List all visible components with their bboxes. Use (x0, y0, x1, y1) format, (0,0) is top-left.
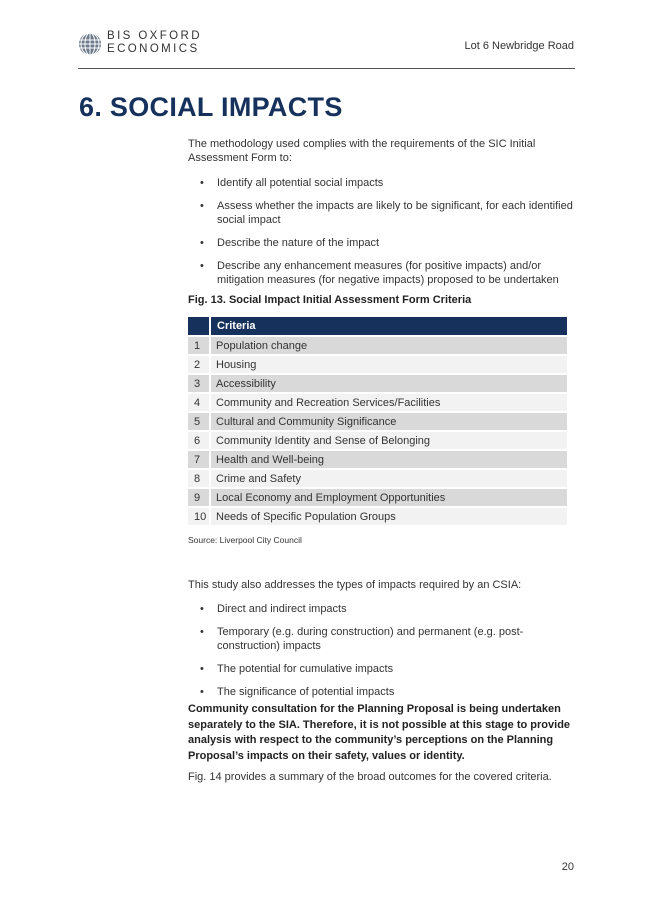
table-row (188, 489, 567, 506)
list-item (188, 625, 576, 653)
bullet-icon: • (200, 260, 204, 272)
row-criteria: Health and Well-being (211, 451, 567, 468)
row-criteria: Community Identity and Sense of Belonging (211, 432, 567, 449)
row-criteria: Cultural and Community Significance (211, 413, 567, 430)
bullet-text: Identify all potential social impacts (217, 177, 384, 189)
bullet-icon: • (200, 663, 204, 675)
table-row (188, 432, 567, 449)
table-row (188, 337, 567, 354)
bullet-icon: • (200, 177, 204, 189)
bullet-icon: • (200, 686, 204, 698)
row-number: 4 (188, 394, 211, 411)
section-title: 6. SOCIAL IMPACTS (79, 92, 343, 122)
consultation-paragraph: Community consultation for the Planning Proposal is being undertaken separately to the SIA. Therefore, it is not possible at this stage to provide analysis with respect to the community’s perceptions on the Planning Proposal’s impacts on their safety, values or identity. (188, 703, 571, 762)
bullet-text: Describe any enhancement measures (for positive impacts) and/or mitigation measures (for negative impacts) proposed to be undertaken (217, 260, 559, 286)
row-criteria: Crime and Safety (211, 470, 567, 487)
list-item (188, 685, 576, 699)
table-row (188, 356, 567, 373)
row-criteria: Local Economy and Employment Opportunities (211, 489, 567, 506)
summary-paragraph: Fig. 14 provides a summary of the broad outcomes for the covered criteria. (188, 771, 552, 783)
globe-icon (78, 32, 102, 56)
row-criteria: Accessibility (211, 375, 567, 392)
page-number: 20 (561, 861, 574, 873)
header-divider (78, 68, 575, 69)
logo-line-2: ECONOMICS (107, 43, 200, 55)
row-number: 10 (188, 508, 211, 525)
table-row (188, 470, 567, 487)
study-bullet-list (188, 602, 576, 708)
figure-source: Source: Liverpool City Council (188, 535, 302, 545)
row-number: 7 (188, 451, 211, 468)
list-item (188, 662, 576, 676)
row-number: 9 (188, 489, 211, 506)
document-title: Lot 6 Newbridge Road (464, 40, 574, 52)
list-item (188, 199, 576, 227)
bullet-icon: • (200, 603, 204, 615)
bullet-icon: • (200, 200, 204, 212)
list-item (188, 259, 576, 287)
bis-oxford-logo (78, 30, 202, 60)
row-criteria: Community and Recreation Services/Facilities (211, 394, 567, 411)
criteria-column-header: Criteria (211, 317, 567, 335)
table-row (188, 394, 567, 411)
intro-bullet-list (188, 176, 576, 296)
list-item (188, 602, 576, 616)
row-number: 8 (188, 470, 211, 487)
list-item (188, 176, 576, 190)
row-number: 2 (188, 356, 211, 373)
row-criteria: Population change (211, 337, 567, 354)
study-paragraph: This study also addresses the types of impacts required by an CSIA: (188, 579, 522, 591)
number-column-header (188, 317, 211, 335)
row-number: 1 (188, 337, 211, 354)
row-number: 3 (188, 375, 211, 392)
table-header-row (188, 317, 567, 335)
row-number: 6 (188, 432, 211, 449)
row-criteria: Needs of Specific Population Groups (211, 508, 567, 525)
table-row (188, 508, 567, 525)
bullet-icon: • (200, 626, 204, 638)
bullet-text: The significance of potential impacts (217, 686, 395, 698)
table-row (188, 375, 567, 392)
logo-line-1: BIS OXFORD (107, 30, 202, 42)
list-item (188, 236, 576, 250)
row-number: 5 (188, 413, 211, 430)
figure-caption: Fig. 13. Social Impact Initial Assessment Form Criteria (188, 294, 472, 306)
bullet-text: Direct and indirect impacts (217, 603, 347, 615)
table-row (188, 413, 567, 430)
row-criteria: Housing (211, 356, 567, 373)
bullet-icon: • (200, 237, 204, 249)
logo-wordmark (107, 30, 202, 56)
intro-paragraph: The methodology used complies with the requirements of the SIC Initial Assessment Form to: (188, 138, 536, 164)
criteria-table (188, 315, 567, 527)
bullet-text: Temporary (e.g. during construction) and permanent (e.g. post-construction) impacts (217, 626, 524, 652)
bullet-text: Assess whether the impacts are likely to be significant, for each identified social impact (217, 200, 573, 226)
bullet-text: Describe the nature of the impact (217, 237, 380, 249)
table-row (188, 451, 567, 468)
bullet-text: The potential for cumulative impacts (217, 663, 394, 675)
